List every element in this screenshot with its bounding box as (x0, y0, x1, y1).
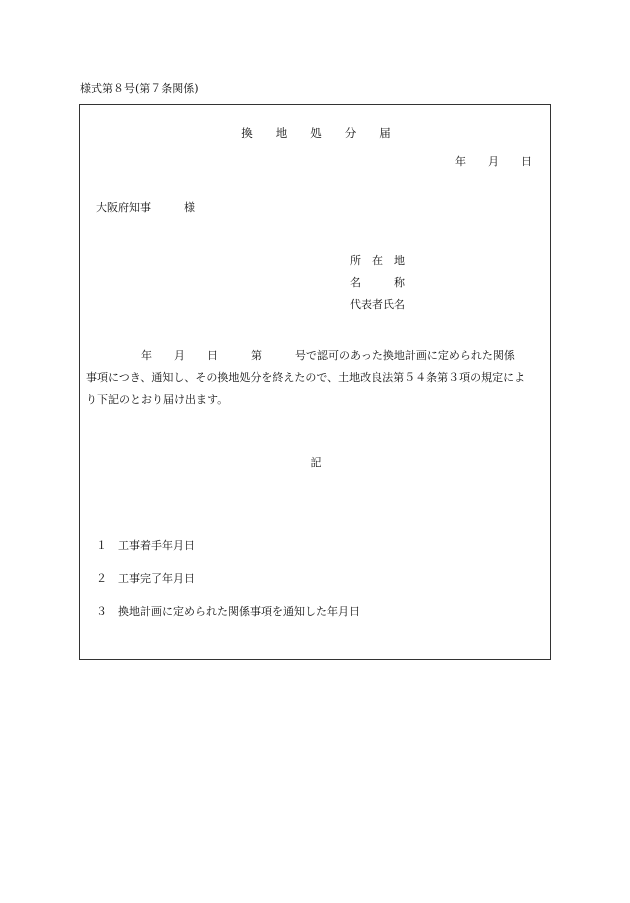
list-item: ３ 換地計画に定められた関係事項を通知した年月日 (96, 605, 360, 618)
form-number-label: 様式第８号(第７条関係) (80, 82, 199, 95)
body-line: り下記のとおり届け出ます。 (86, 393, 229, 406)
applicant-block (350, 250, 405, 316)
document-title: 換 地 処 分 届 (241, 126, 391, 140)
item-list (96, 529, 360, 628)
body-line: 年 月 日 第 号で認可のあった換地計画に定められた関係 (86, 349, 515, 362)
address-label: 所 在 地 (350, 254, 405, 267)
list-item: １ 工事着手年月日 (96, 539, 195, 552)
ki-heading: 記 (310, 456, 322, 469)
list-item: ２ 工事完了年月日 (96, 572, 195, 585)
addressee: 大阪府知事 様 (96, 201, 195, 214)
date-line: 年 月 日 (455, 155, 532, 168)
representative-label: 代表者氏名 (350, 298, 405, 311)
body-paragraph (86, 345, 548, 411)
form-frame (79, 104, 551, 660)
body-line: 事項につき、通知し、その換地処分を終えたので、土地改良法第５４条第３項の規定によ (86, 371, 526, 384)
name-label: 名 称 (350, 276, 405, 289)
